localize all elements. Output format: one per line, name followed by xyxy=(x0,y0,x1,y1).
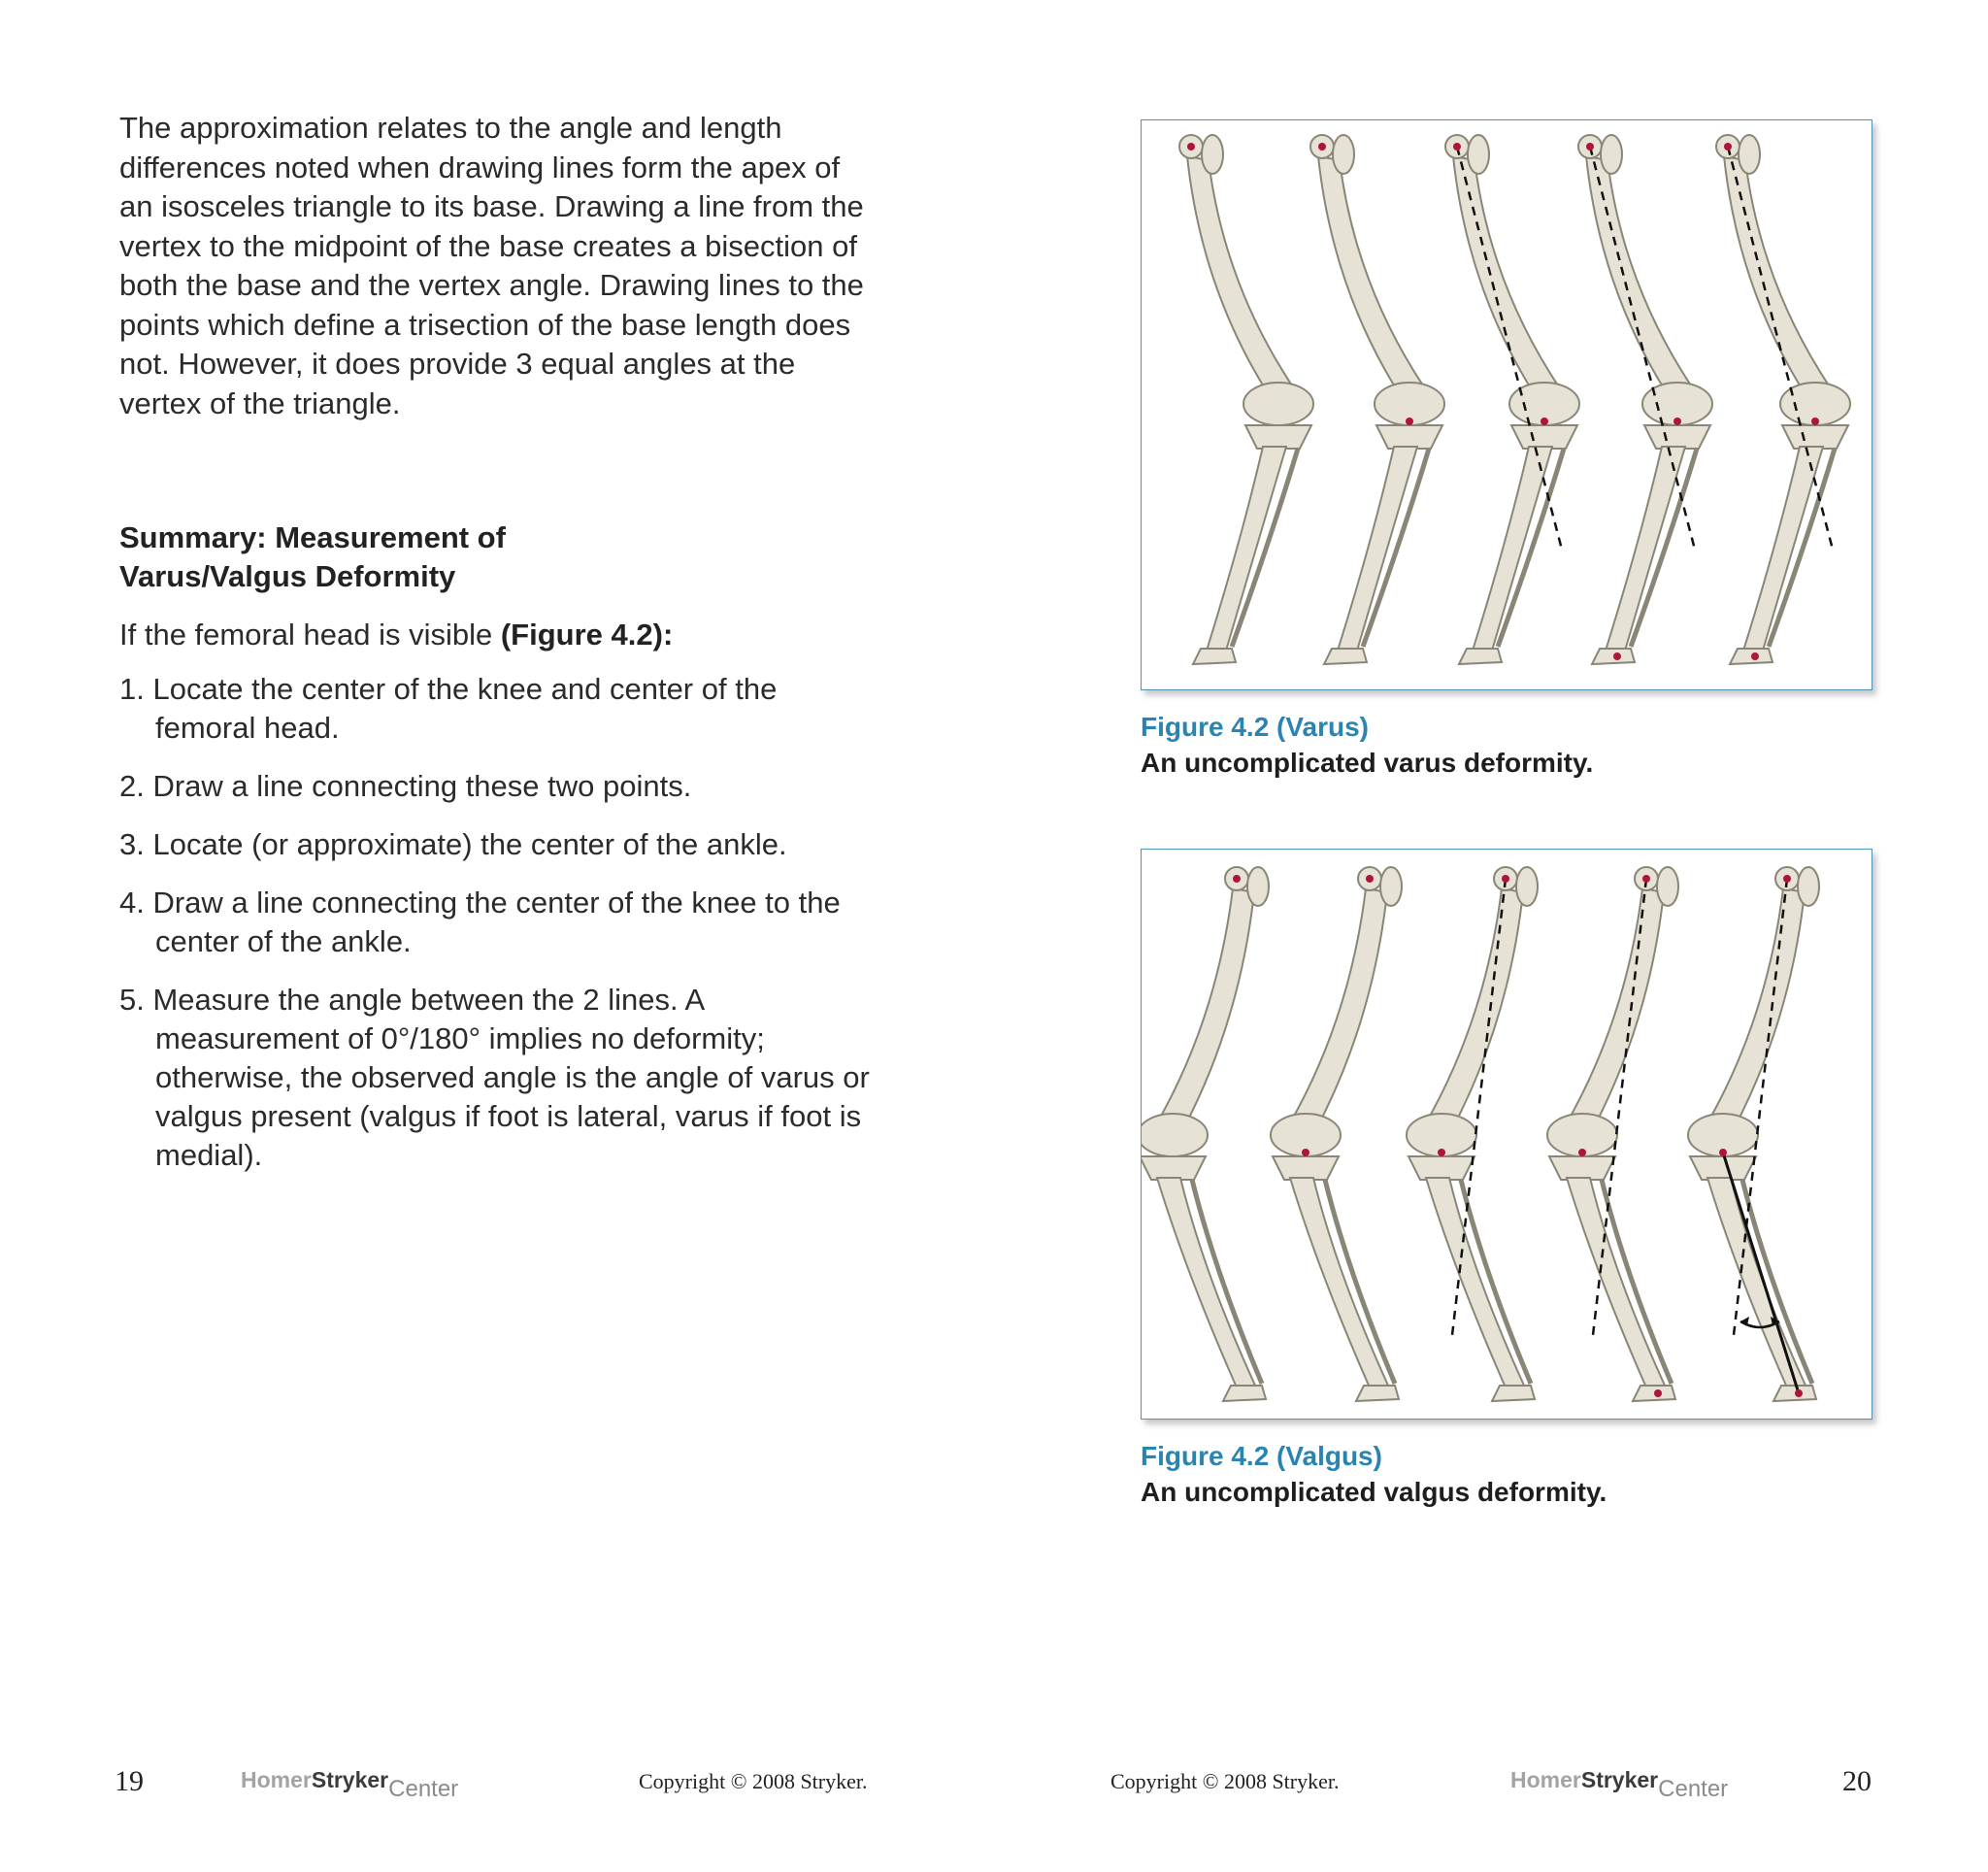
valgus-illustration xyxy=(1142,850,1872,1419)
greater-trochanter xyxy=(1247,867,1269,906)
intro-paragraph: The approximation relates to the angle and length differences noted when drawing lines form the apex of an isosceles triangle to its base. Drawing a line from the vertex to the midpoint of the base creates a bisection of both the base and the vertex angle. Drawing lines to the points which define a trisection of the base length does not. However, it does provide 3 equal angles at the vertex of the triangle. xyxy=(119,111,864,420)
tibia-shaft xyxy=(1567,1178,1666,1387)
leg-bone-pair xyxy=(1688,867,1819,1401)
femur-shaft xyxy=(1453,156,1560,388)
greater-trochanter xyxy=(1516,867,1538,906)
homer-stryker-logo-right: HomerStrykerCenter xyxy=(1510,1767,1729,1802)
femoral-head-center-dot xyxy=(1318,143,1326,150)
mechanical-axis-line xyxy=(1590,147,1695,550)
leg-bone-pair xyxy=(1179,135,1313,664)
mechanical-axis-line xyxy=(1728,147,1833,550)
tibia-shaft xyxy=(1157,1178,1256,1387)
tibial-plateau xyxy=(1245,425,1311,449)
greater-trochanter xyxy=(1333,135,1354,174)
greater-trochanter xyxy=(1202,135,1223,174)
femur-shaft xyxy=(1318,156,1425,388)
femoral-head-center-dot xyxy=(1366,875,1374,883)
ankle xyxy=(1356,1386,1399,1401)
lead-text: If the femoral head is visible xyxy=(119,618,501,652)
leg-bone-pair xyxy=(1547,867,1678,1401)
femoral-head-center-dot xyxy=(1642,875,1650,883)
greater-trochanter xyxy=(1468,135,1489,174)
tibial-plateau xyxy=(1782,425,1848,449)
tibia-shaft xyxy=(1707,1178,1806,1387)
greater-trochanter xyxy=(1657,867,1678,906)
tibia-shaft xyxy=(1743,447,1823,651)
page-number-left: 19 xyxy=(115,1765,144,1797)
ankle xyxy=(1459,649,1502,664)
ankle xyxy=(1492,1386,1535,1401)
step-item: 1. Locate the center of the knee and center of the femoral head. xyxy=(119,672,778,745)
knee-center-dot xyxy=(1438,1149,1445,1156)
summary-heading-line1: Summary: Measurement of xyxy=(119,520,506,554)
ankle-center-dot xyxy=(1654,1389,1662,1397)
knee-ankle-line xyxy=(1723,1153,1799,1393)
ankle xyxy=(1223,1386,1266,1401)
tibial-plateau xyxy=(1644,425,1710,449)
mechanical-axis-line xyxy=(1457,147,1562,550)
tibia-shaft xyxy=(1207,447,1286,651)
femoral-condyles xyxy=(1243,383,1313,425)
leg-bone-pair xyxy=(1271,867,1402,1401)
knee-center-dot xyxy=(1811,418,1819,425)
step-item: 3. Locate (or approximate) the center of the ankle. xyxy=(119,827,787,861)
knee-center-dot xyxy=(1302,1149,1309,1156)
tibia-shaft xyxy=(1473,447,1552,651)
figure-varus-title: Figure 4.2 (Varus) xyxy=(1141,712,1369,742)
femoral-head-center-dot xyxy=(1586,143,1594,150)
leg-bone-pair xyxy=(1716,135,1850,664)
tibial-plateau xyxy=(1549,1156,1615,1180)
ankle xyxy=(1324,649,1367,664)
femur-shaft xyxy=(1569,888,1664,1120)
figure-varus-caption: An uncomplicated varus deformity. xyxy=(1141,748,1594,778)
femur-shaft xyxy=(1428,888,1523,1120)
femur-shaft xyxy=(1187,156,1294,388)
knee-center-dot xyxy=(1673,418,1681,425)
figure-valgus xyxy=(1141,849,1872,1420)
femur-shaft xyxy=(1709,888,1805,1120)
tibial-plateau xyxy=(1273,1156,1339,1180)
femur-shaft xyxy=(1586,156,1693,388)
tibial-plateau xyxy=(1690,1156,1756,1180)
summary-heading-line2: Varus/Valgus Deformity xyxy=(119,559,456,593)
femoral-head-center-dot xyxy=(1502,875,1509,883)
leg-bone-pair xyxy=(1445,135,1579,664)
ankle xyxy=(1193,649,1236,664)
leg-bone-pair xyxy=(1310,135,1444,664)
tibia-shaft xyxy=(1338,447,1417,651)
femoral-head-center-dot xyxy=(1453,143,1461,150)
tibial-plateau xyxy=(1408,1156,1474,1180)
tibial-plateau xyxy=(1511,425,1577,449)
step-item: 4. Draw a line connecting the center of the knee to the center of the ankle. xyxy=(119,886,841,958)
femur-shaft xyxy=(1292,888,1387,1120)
left-page-content xyxy=(119,109,877,1194)
step-item: 2. Draw a line connecting these two points. xyxy=(119,769,692,803)
figure-reference: (Figure 4.2): xyxy=(500,618,674,652)
copyright-left: Copyright © 2008 Stryker. xyxy=(639,1769,868,1793)
figure-valgus-title: Figure 4.2 (Valgus) xyxy=(1141,1441,1382,1471)
leg-bone-pair xyxy=(1578,135,1712,664)
greater-trochanter xyxy=(1798,867,1819,906)
femoral-condyles xyxy=(1142,1114,1208,1156)
femoral-head-center-dot xyxy=(1783,875,1791,883)
figure-valgus-caption: An uncomplicated valgus deformity. xyxy=(1141,1477,1607,1507)
tibia-shaft xyxy=(1290,1178,1389,1387)
knee-center-dot xyxy=(1541,418,1548,425)
knee-center-dot xyxy=(1719,1149,1727,1156)
femur-shaft xyxy=(1724,156,1831,388)
femoral-head-center-dot xyxy=(1724,143,1732,150)
steps-list xyxy=(119,670,877,1175)
greater-trochanter xyxy=(1380,867,1402,906)
summary-heading xyxy=(119,518,877,596)
femur-shaft xyxy=(1159,888,1254,1120)
homer-stryker-logo-left: HomerStrykerCenter xyxy=(241,1767,459,1802)
leg-bone-pair xyxy=(1407,867,1538,1401)
tibial-plateau xyxy=(1376,425,1442,449)
step-item: 5. Measure the angle between the 2 lines. A measurement of 0°/180° implies no deformity; otherwise, the observed angle is the angle of varus or valgus present (valgus if foot is lateral, varus if foot is medial). xyxy=(119,983,870,1172)
femoral-head-center-dot xyxy=(1233,875,1241,883)
varus-illustration xyxy=(1142,120,1872,689)
tibia-shaft xyxy=(1606,447,1685,651)
leg-bone-pair xyxy=(1142,867,1269,1401)
greater-trochanter xyxy=(1739,135,1760,174)
figure-varus xyxy=(1141,119,1872,690)
copyright-right: Copyright © 2008 Stryker. xyxy=(1110,1769,1340,1793)
knee-center-dot xyxy=(1578,1149,1586,1156)
tibial-plateau xyxy=(1142,1156,1206,1180)
ankle-center-dot xyxy=(1751,652,1759,660)
greater-trochanter xyxy=(1601,135,1622,174)
knee-center-dot xyxy=(1406,418,1413,425)
femoral-head-center-dot xyxy=(1187,143,1195,150)
ankle-center-dot xyxy=(1795,1389,1803,1397)
page-number-right: 20 xyxy=(1842,1765,1872,1797)
tibia-shaft xyxy=(1426,1178,1525,1387)
ankle-center-dot xyxy=(1613,652,1621,660)
lead-paragraph xyxy=(119,616,877,654)
